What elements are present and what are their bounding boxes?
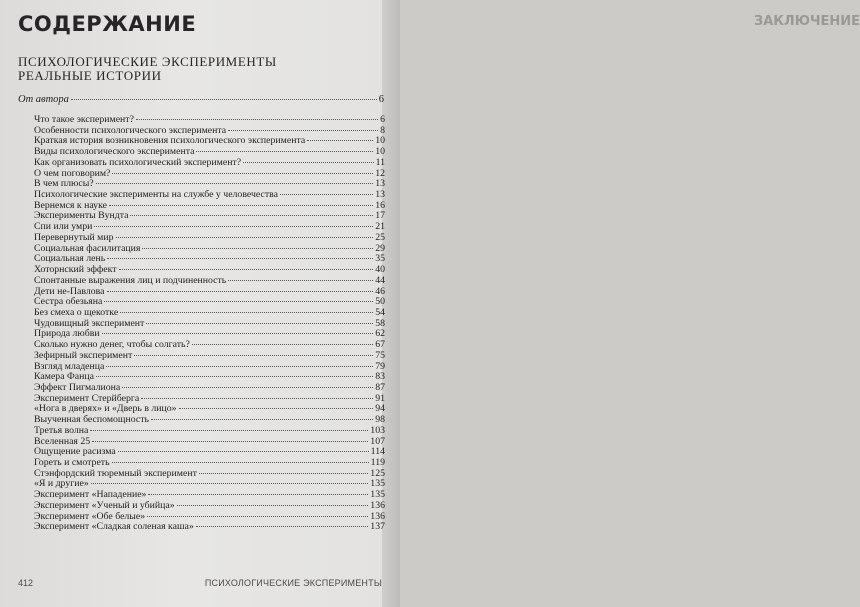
dot-leader — [106, 366, 373, 367]
dot-leader — [120, 312, 373, 313]
toc-entry-title: Сестра обезьяна — [34, 296, 103, 308]
toc-entry-title: Вернемся к науке — [34, 199, 107, 211]
toc-entry-title: «Нога в дверях» и «Дверь в лицо» — [34, 403, 177, 415]
toc-entry-title: Особенности психологического эксперимента — [34, 124, 227, 136]
toc-entry-page: 91 — [375, 392, 385, 404]
toc-entry-page: 12 — [375, 167, 385, 179]
toc-entry-title: О чем поговорим? — [34, 167, 111, 179]
dot-leader — [142, 248, 373, 249]
dot-leader — [112, 173, 373, 174]
dot-leader — [94, 226, 373, 227]
toc-entry-title: Камера Фанца — [34, 371, 94, 383]
toc-entry-page: 136 — [370, 510, 385, 522]
dot-leader — [112, 462, 369, 463]
dot-leader — [141, 398, 373, 399]
toc-entry-page: 94 — [375, 403, 385, 415]
dot-leader — [280, 194, 373, 195]
toc-entry-page: 98 — [375, 414, 385, 426]
toc-entry-title: Ощущение расизма — [34, 446, 116, 458]
toc-entry-title: Как организовать психологический эксперимент? — [34, 156, 242, 168]
toc-entry — [34, 426, 385, 437]
dot-leader — [196, 151, 373, 152]
toc-entry-page: 136 — [370, 499, 385, 511]
dot-leader — [104, 301, 373, 302]
toc-entry-title: Чудовищный эксперимент — [34, 317, 145, 329]
toc-entry-page: 6 — [380, 114, 385, 125]
toc-entry-title: Перевернутый мир — [34, 231, 114, 243]
toc-entry-title: Без смеха о щекотке — [34, 306, 119, 318]
toc-entry-page: 11 — [375, 156, 385, 168]
toc-entry-title: Спонтанные выражения лиц и подчиненность — [34, 274, 227, 286]
toc-entry-page: 75 — [375, 349, 385, 361]
dot-leader — [118, 451, 369, 452]
toc-author-title: От автора — [18, 94, 69, 105]
toc-author-page: 6 — [378, 94, 384, 105]
dot-leader — [196, 526, 368, 527]
toc-entry-page: 46 — [375, 285, 385, 297]
dot-leader — [179, 408, 374, 409]
toc-entry-title: Краткая история возникновения психологического эксперимента — [34, 135, 306, 147]
toc-entry-page: 10 — [375, 135, 385, 147]
dot-leader — [122, 387, 373, 388]
dot-leader — [96, 376, 373, 377]
toc-entry-page: 8 — [380, 124, 385, 136]
dot-leader — [116, 237, 374, 238]
dot-leader — [177, 505, 369, 506]
dot-leader — [130, 215, 373, 216]
toc-entry-page: 62 — [375, 328, 385, 340]
toc-entry-title: Хоторнский эффект — [34, 264, 117, 276]
toc-entry-title: Эксперимент «Сладкая соленая каша» — [34, 521, 194, 533]
toc-entry-page: 87 — [375, 381, 385, 393]
toc-entry-title: Эксперимент «Нападение» — [34, 489, 147, 501]
toc-entry-title: Природа любви — [34, 328, 100, 340]
toc-entry-page: 13 — [375, 178, 385, 190]
toc-entry-title: Вселенная 25 — [34, 435, 91, 447]
dot-leader — [151, 419, 373, 420]
toc-entry — [34, 276, 385, 287]
toc-entry-page: 17 — [375, 210, 385, 222]
toc-entry-title: Эксперимент «Ученый и убийца» — [34, 499, 175, 511]
dot-leader — [92, 441, 368, 442]
dot-leader — [90, 430, 368, 431]
toc-list — [34, 115, 385, 533]
dot-leader — [243, 162, 373, 163]
toc-entry-page: 50 — [375, 296, 385, 308]
section-title: ПСИХОЛОГИЧЕСКИЕ ЭКСПЕРИМЕНТЫ РЕАЛЬНЫЕ ИСТОРИИ — [18, 54, 277, 83]
dot-leader — [107, 258, 373, 259]
page-title: СОДЕРЖАНИЕ — [18, 12, 197, 36]
running-header: ПСИХОЛОГИЧЕСКИЕ ЭКСПЕРИМЕНТЫ — [204, 578, 382, 588]
toc-entry-page: 35 — [375, 253, 385, 265]
toc-entry-page: 114 — [370, 446, 385, 458]
page-number: 412 — [18, 578, 34, 588]
toc-entry-title: Зефирный эксперимент — [34, 349, 133, 361]
toc-entry-title: Взгляд младенца — [34, 360, 105, 372]
toc-entry-page: 79 — [375, 360, 385, 372]
toc-entry-page: 137 — [370, 521, 385, 533]
toc-entry — [34, 351, 385, 362]
dot-leader — [109, 205, 373, 206]
dot-leader — [228, 130, 378, 131]
toc-entry-page: 54 — [375, 306, 385, 318]
dot-leader — [307, 140, 373, 141]
toc-entry-page: 40 — [375, 264, 385, 276]
toc-entry-page: 25 — [375, 231, 385, 243]
toc-entry-title: Стэнфордский тюремный эксперимент — [34, 467, 197, 479]
toc-entry-page: 13 — [375, 189, 385, 201]
next-page-heading: ЗАКЛЮЧЕНИЕ — [754, 14, 860, 29]
toc-author-entry — [18, 94, 384, 105]
dot-leader — [91, 483, 369, 484]
toc-entry — [34, 158, 385, 169]
toc-entry-title: Третья волна — [34, 424, 89, 436]
toc-entry-title: «Я и другие» — [34, 478, 89, 490]
dot-leader — [71, 99, 377, 100]
toc-entry-title: Социальная фасилитация — [34, 242, 141, 254]
toc-entry-title: Что такое эксперимент? — [34, 114, 134, 125]
toc-entry-title: Эксперимент «Обе белые» — [34, 510, 146, 522]
toc-entry-title: Гореть и смотреть — [34, 457, 110, 468]
dot-leader — [148, 494, 368, 495]
page-footer — [0, 574, 400, 594]
dot-leader — [96, 183, 374, 184]
toc-entry-page: 135 — [370, 489, 385, 501]
dot-leader — [147, 516, 368, 517]
toc-entry-page: 21 — [375, 221, 385, 233]
dot-leader — [199, 473, 368, 474]
toc-entry-title: Спи или умри — [34, 221, 93, 233]
toc-entry — [34, 501, 385, 512]
dot-leader — [228, 280, 373, 281]
toc-entry-title: Выученная беспомощность — [34, 414, 149, 426]
toc-entry-page: 16 — [375, 199, 385, 211]
toc-entry-page: 125 — [370, 467, 385, 479]
dot-leader — [102, 333, 374, 334]
toc-entry-page: 83 — [375, 371, 385, 383]
toc-entry-page: 107 — [370, 435, 385, 447]
toc-entry-title: Виды психологического эксперимента — [34, 146, 195, 158]
dot-leader — [119, 269, 374, 270]
toc-entry-page: 135 — [370, 478, 385, 490]
dot-leader — [146, 323, 373, 324]
toc-entry-title: Эффект Пигмалиона — [34, 381, 121, 393]
toc-entry-title: Эксперимент Стерйберга — [34, 392, 140, 404]
toc-entry-page: 119 — [370, 457, 385, 468]
toc-entry-title: Эксперименты Вундта — [34, 210, 129, 222]
toc-entry-page: 103 — [370, 424, 385, 436]
dot-leader — [134, 355, 373, 356]
dot-leader — [136, 119, 378, 120]
toc-entry-page: 58 — [375, 317, 385, 329]
dot-leader — [107, 291, 374, 292]
toc-entry-page: 10 — [375, 146, 385, 158]
toc-entry-title: Дети не-Павлова — [34, 285, 105, 297]
toc-entry-page: 67 — [375, 339, 385, 351]
toc-entry-page: 29 — [375, 242, 385, 254]
toc-entry-page: 44 — [375, 274, 385, 286]
toc-entry — [34, 522, 385, 533]
toc-entry-title: Сколько нужно денег, чтобы солгать? — [34, 339, 190, 351]
dot-leader — [192, 344, 373, 345]
toc-entry-title: Социальная лень — [34, 253, 106, 265]
toc-entry-title: В чем плюсы? — [34, 178, 94, 190]
toc-entry-title: Психологические эксперименты на службе у человечества — [34, 189, 278, 201]
